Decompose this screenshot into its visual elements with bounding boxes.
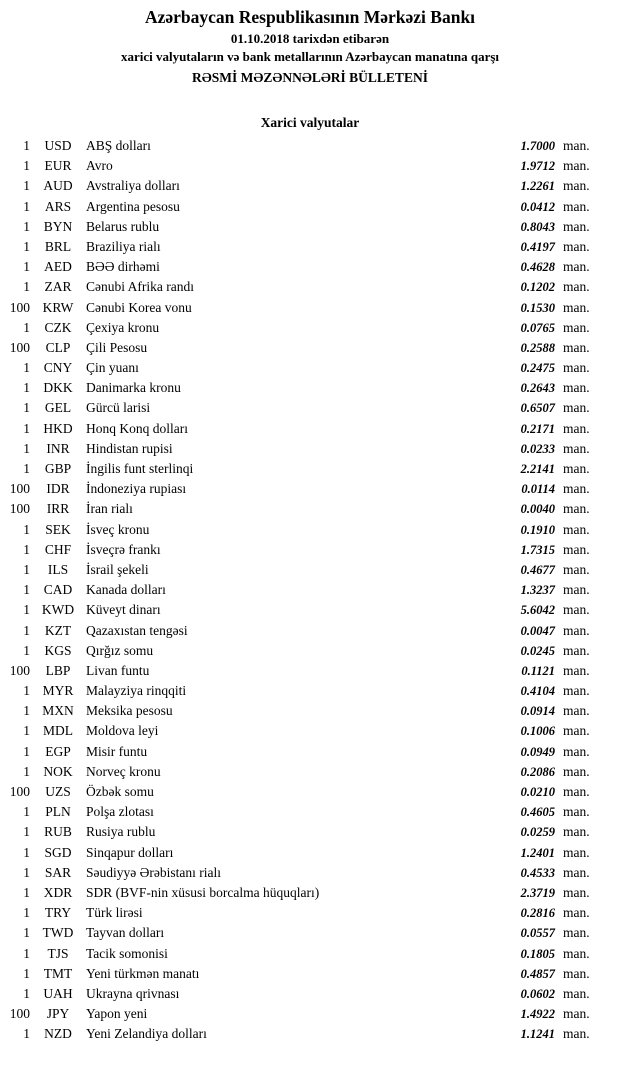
quantity: 1 xyxy=(23,1026,30,1042)
currency-code: MYR xyxy=(42,683,74,699)
page-title: Azərbaycan Respublikasının Mərkəzi Bankı xyxy=(144,7,476,27)
unit-label: man. xyxy=(563,925,590,941)
quantity: 100 xyxy=(9,1006,30,1022)
table-row xyxy=(0,560,620,580)
rate-value: 0.1805 xyxy=(520,946,555,961)
rate-value: 1.7315 xyxy=(520,542,555,557)
rate-value: 0.1121 xyxy=(521,663,555,678)
currency-code: XDR xyxy=(43,884,73,900)
currency-name: Meksika pesosu xyxy=(86,703,173,719)
table-row xyxy=(0,822,620,842)
section-title: Xarici valyutalar xyxy=(260,115,360,130)
table-row xyxy=(0,197,620,217)
currency-code: LBP xyxy=(45,662,71,678)
currency-name: Gürcü larisi xyxy=(86,400,151,416)
rate-value: 0.0412 xyxy=(520,199,555,214)
unit-label: man. xyxy=(563,400,590,416)
currency-code: GEL xyxy=(44,400,72,416)
unit-label: man. xyxy=(563,521,590,537)
currency-name: Belarus rublu xyxy=(86,218,160,234)
currency-code: TJS xyxy=(47,945,69,961)
table-row xyxy=(0,903,620,923)
currency-code: UZS xyxy=(45,784,71,799)
currency-name: Cənubi Korea vonu xyxy=(86,299,192,315)
table-row xyxy=(0,419,620,439)
table-row xyxy=(0,782,620,802)
quantity: 1 xyxy=(23,380,30,396)
currency-name: Avstraliya dolları xyxy=(86,178,180,194)
currency-name: Səudiyyə Ərəbistanı rialı xyxy=(86,864,221,880)
currency-code: MXN xyxy=(42,703,74,719)
currency-name: Ukrayna qrivnası xyxy=(86,985,180,1001)
currency-name: Yeni türkmən manatı xyxy=(86,965,200,981)
currency-code: TMT xyxy=(43,965,73,981)
unit-label: man. xyxy=(563,784,590,799)
quantity: 1 xyxy=(23,925,30,941)
unit-label: man. xyxy=(563,178,590,194)
table-row xyxy=(0,742,620,762)
table-row xyxy=(0,499,620,519)
rate-value: 2.3719 xyxy=(520,885,555,900)
currency-code: NZD xyxy=(44,1026,72,1042)
quantity: 1 xyxy=(23,945,30,961)
unit-label: man. xyxy=(563,198,590,214)
table-row xyxy=(0,984,620,1004)
currency-code: AED xyxy=(44,259,72,275)
unit-label: man. xyxy=(563,440,590,456)
currency-name: İsveçrə frankı xyxy=(86,541,161,557)
rate-value: 0.0557 xyxy=(520,926,555,941)
quantity: 100 xyxy=(9,501,30,517)
rate-value: 1.4922 xyxy=(520,1007,555,1022)
quantity: 1 xyxy=(23,824,30,840)
rate-value: 0.0233 xyxy=(520,441,555,456)
table-row xyxy=(0,318,620,338)
unit-label: man. xyxy=(563,743,590,759)
currency-name: Danimarka kronu xyxy=(86,380,181,396)
quantity: 1 xyxy=(23,238,30,254)
rate-value: 0.2588 xyxy=(520,340,555,355)
table-row xyxy=(0,257,620,277)
unit-label: man. xyxy=(563,844,590,860)
unit-label: man. xyxy=(563,864,590,880)
rate-value: 0.0259 xyxy=(520,825,555,840)
currency-name: Çexiya kronu xyxy=(86,319,160,335)
quantity: 1 xyxy=(23,360,30,376)
rate-value: 0.2816 xyxy=(520,906,555,921)
unit-label: man. xyxy=(563,985,590,1001)
quantity: 1 xyxy=(23,218,30,234)
table-row xyxy=(0,1024,620,1044)
currency-name: Türk lirəsi xyxy=(86,905,143,921)
currency-code: TWD xyxy=(42,925,74,941)
currency-name: Malayziya rinqqiti xyxy=(86,683,187,699)
unit-label: man. xyxy=(563,703,590,719)
unit-label: man. xyxy=(563,683,590,699)
bulletin-title: RƏSMİ MƏZƏNNƏLƏRİ BÜLLETENİ xyxy=(192,70,428,85)
rate-value: 0.0602 xyxy=(520,986,555,1001)
currency-name: Cənubi Afrika randı xyxy=(86,279,194,295)
table-row xyxy=(0,802,620,822)
table-row xyxy=(0,600,620,620)
currency-name: Küveyt dinarı xyxy=(86,602,161,618)
currency-code: IRR xyxy=(46,501,70,517)
currency-code: PLN xyxy=(45,804,71,820)
table-row xyxy=(0,641,620,661)
subtitle: xarici valyutaların və bank metallarının Azərbaycan manatına qarşı xyxy=(120,49,500,64)
unit-label: man. xyxy=(563,905,590,921)
unit-label: man. xyxy=(563,461,590,476)
currency-code: CLP xyxy=(45,339,71,355)
rate-value: 1.2401 xyxy=(520,845,555,860)
currency-code: SEK xyxy=(45,521,71,537)
currency-name: Qazaxıstan tengəsi xyxy=(86,622,188,638)
quantity: 100 xyxy=(9,662,30,678)
currency-name: Yapon yeni xyxy=(86,1006,148,1022)
table-row xyxy=(0,843,620,863)
currency-code: BYN xyxy=(43,218,73,234)
quantity: 1 xyxy=(23,178,30,194)
currency-name: Honq Konq dolları xyxy=(86,420,188,436)
quantity: 1 xyxy=(23,158,30,174)
currency-name: İsveç kronu xyxy=(86,521,150,537)
quantity: 1 xyxy=(23,319,30,335)
rate-value: 0.4857 xyxy=(520,966,555,981)
currency-name: İsrail şekeli xyxy=(86,561,149,577)
rate-value: 1.9712 xyxy=(520,159,555,174)
currency-name: BƏƏ dirhəmi xyxy=(86,259,160,275)
quantity: 1 xyxy=(23,844,30,860)
table-row xyxy=(0,701,620,721)
currency-name: Avro xyxy=(86,158,113,174)
unit-label: man. xyxy=(563,561,590,577)
quantity: 1 xyxy=(23,743,30,759)
unit-label: man. xyxy=(563,541,590,557)
currency-code: CHF xyxy=(44,541,72,557)
rate-value: 0.2086 xyxy=(520,764,555,779)
currency-name: SDR (BVF-nin xüsusi borcalma hüquqları) xyxy=(86,884,320,900)
rate-value: 0.4628 xyxy=(520,260,555,275)
currency-name: Norveç kronu xyxy=(86,763,161,779)
currency-code: EUR xyxy=(44,158,72,174)
unit-label: man. xyxy=(563,238,590,254)
rate-value: 1.3237 xyxy=(520,583,555,598)
table-row xyxy=(0,681,620,701)
unit-label: man. xyxy=(563,622,590,638)
rate-value: 1.2261 xyxy=(520,179,555,194)
currency-code: CZK xyxy=(44,319,72,335)
currency-name: Tayvan dolları xyxy=(86,925,165,941)
table-row xyxy=(0,621,620,641)
unit-label: man. xyxy=(563,1006,590,1022)
quantity: 1 xyxy=(23,864,30,880)
table-row xyxy=(0,661,620,681)
table-row xyxy=(0,923,620,943)
quantity: 1 xyxy=(23,642,30,658)
rate-value: 0.1530 xyxy=(520,300,555,315)
quantity: 1 xyxy=(23,723,30,739)
unit-label: man. xyxy=(563,1026,590,1042)
currency-name: İndoneziya rupiası xyxy=(86,481,187,497)
rate-value: 0.4605 xyxy=(520,805,555,820)
currency-code: MDL xyxy=(43,723,73,739)
currency-name: Livan funtu xyxy=(86,662,150,678)
table-row xyxy=(0,298,620,318)
table-row xyxy=(0,964,620,984)
quantity: 1 xyxy=(23,521,30,537)
rate-value: 1.7000 xyxy=(520,139,555,153)
table-row xyxy=(0,540,620,560)
table-row xyxy=(0,944,620,964)
currency-name: Braziliya rialı xyxy=(86,238,161,254)
quantity: 1 xyxy=(23,461,30,476)
currency-code: SAR xyxy=(44,864,72,880)
table-row xyxy=(0,217,620,237)
quantity: 1 xyxy=(23,602,30,618)
quantity: 1 xyxy=(23,400,30,416)
quantity: 1 xyxy=(23,440,30,456)
rate-value: 0.8043 xyxy=(520,219,555,234)
rate-value: 0.0914 xyxy=(520,704,555,719)
currency-code: CAD xyxy=(43,582,73,598)
table-row xyxy=(0,358,620,378)
table-row xyxy=(0,863,620,883)
unit-label: man. xyxy=(563,965,590,981)
table-row xyxy=(0,136,620,156)
currency-code: SGD xyxy=(44,844,72,860)
rate-value: 0.4677 xyxy=(520,562,555,577)
currency-code: JPY xyxy=(46,1006,70,1022)
currency-code: KRW xyxy=(42,299,74,315)
quantity: 1 xyxy=(23,965,30,981)
currency-name: Misir funtu xyxy=(86,743,148,759)
quantity: 1 xyxy=(23,198,30,214)
table-row xyxy=(0,883,620,903)
unit-label: man. xyxy=(563,501,590,517)
currency-name: İngilis funt sterlinqi xyxy=(86,461,194,476)
unit-label: man. xyxy=(563,420,590,436)
quantity: 1 xyxy=(23,561,30,577)
table-row xyxy=(0,439,620,459)
table-row xyxy=(0,398,620,418)
unit-label: man. xyxy=(563,138,590,153)
unit-label: man. xyxy=(563,158,590,174)
currency-name: Sinqapur dolları xyxy=(86,844,174,860)
table-row xyxy=(0,156,620,176)
rate-value: 0.0765 xyxy=(520,320,555,335)
table-row xyxy=(0,721,620,741)
quantity: 1 xyxy=(23,804,30,820)
quantity: 1 xyxy=(23,541,30,557)
currency-code: ARS xyxy=(44,198,72,214)
table-row xyxy=(0,459,620,479)
currency-name: Çili Pesosu xyxy=(86,339,148,355)
rate-value: 0.4197 xyxy=(520,239,555,254)
unit-label: man. xyxy=(563,642,590,658)
currency-name: Kanada dolları xyxy=(86,582,166,598)
rate-value: 0.4533 xyxy=(520,865,555,880)
quantity: 100 xyxy=(9,299,30,315)
table-row xyxy=(0,520,620,540)
quantity: 100 xyxy=(9,339,30,355)
unit-label: man. xyxy=(563,824,590,840)
rate-value: 0.0047 xyxy=(520,623,555,638)
currency-name: Qırğız somu xyxy=(86,642,154,658)
quantity: 1 xyxy=(23,905,30,921)
quantity: 1 xyxy=(23,138,30,153)
quantity: 1 xyxy=(23,884,30,900)
currency-code: DKK xyxy=(43,380,73,396)
currency-code: KZT xyxy=(44,622,72,638)
unit-label: man. xyxy=(563,884,590,900)
rate-value: 0.2171 xyxy=(520,421,555,436)
quantity: 1 xyxy=(23,582,30,598)
currency-code: AUD xyxy=(43,178,73,194)
currency-name: Moldova leyi xyxy=(86,723,159,739)
quantity: 100 xyxy=(9,481,30,497)
unit-label: man. xyxy=(563,763,590,779)
currency-name: Çin yuanı xyxy=(86,360,139,376)
currency-code: ILS xyxy=(47,561,69,577)
currency-name: Yeni Zelandiya dolları xyxy=(86,1026,207,1042)
table-row xyxy=(0,762,620,782)
rate-value: 0.0210 xyxy=(520,785,555,799)
table-row xyxy=(0,176,620,196)
rate-value: 0.4104 xyxy=(520,684,555,699)
currency-code: TRY xyxy=(44,905,72,921)
quantity: 1 xyxy=(23,763,30,779)
table-row xyxy=(0,580,620,600)
currency-code: IDR xyxy=(46,481,70,497)
table-row xyxy=(0,378,620,398)
table-row xyxy=(0,277,620,297)
rate-value: 0.0245 xyxy=(520,643,555,658)
rate-value: 0.0040 xyxy=(520,502,555,517)
table-row xyxy=(0,338,620,358)
unit-label: man. xyxy=(563,360,590,376)
unit-label: man. xyxy=(563,945,590,961)
currency-name: Polşa zlotası xyxy=(86,804,154,820)
quantity: 1 xyxy=(23,683,30,699)
rate-value: 0.6507 xyxy=(520,401,555,416)
currency-name: Hindistan rupisi xyxy=(86,440,173,456)
unit-label: man. xyxy=(563,279,590,295)
unit-label: man. xyxy=(563,299,590,315)
quantity: 1 xyxy=(23,279,30,295)
currency-code: USD xyxy=(44,138,72,153)
currency-code: HKD xyxy=(43,420,73,436)
quantity: 1 xyxy=(23,985,30,1001)
quantity: 1 xyxy=(23,420,30,436)
unit-label: man. xyxy=(563,380,590,396)
table-row xyxy=(0,1004,620,1024)
quantity: 100 xyxy=(9,784,30,799)
unit-label: man. xyxy=(563,481,590,497)
rate-value: 5.6042 xyxy=(520,603,555,618)
currency-code: INR xyxy=(46,440,70,456)
currency-code: ZAR xyxy=(44,279,72,295)
currency-code: GBP xyxy=(44,461,72,476)
currency-name: Tacik somonisi xyxy=(86,945,168,961)
unit-label: man. xyxy=(563,259,590,275)
currency-code: KWD xyxy=(41,602,75,618)
currency-name: ABŞ dolları xyxy=(86,138,151,153)
currency-name: Özbək somu xyxy=(86,784,154,799)
currency-code: UAH xyxy=(43,985,73,1001)
rate-value: 0.1006 xyxy=(520,724,555,739)
rate-value: 1.1241 xyxy=(520,1027,555,1042)
unit-label: man. xyxy=(563,662,590,678)
table-row xyxy=(0,237,620,257)
currency-code: BRL xyxy=(44,238,72,254)
currency-name: İran rialı xyxy=(86,501,133,517)
currency-name: Argentina pesosu xyxy=(86,198,180,214)
rate-value: 0.0114 xyxy=(521,482,555,497)
rate-value: 0.2643 xyxy=(520,381,555,396)
currency-code: KGS xyxy=(44,642,72,658)
unit-label: man. xyxy=(563,319,590,335)
quantity: 1 xyxy=(23,259,30,275)
table-row xyxy=(0,479,620,499)
unit-label: man. xyxy=(563,339,590,355)
date-line: 01.10.2018 tarixdən etibarən xyxy=(230,31,390,46)
currency-code: NOK xyxy=(43,763,73,779)
rate-value: 0.1910 xyxy=(520,522,555,537)
quantity: 1 xyxy=(23,703,30,719)
currency-code: EGP xyxy=(45,743,71,759)
currency-name: Rusiya rublu xyxy=(86,824,156,840)
unit-label: man. xyxy=(563,804,590,820)
currency-code: RUB xyxy=(44,824,72,840)
unit-label: man. xyxy=(563,602,590,618)
quantity: 1 xyxy=(23,622,30,638)
rate-value: 0.2475 xyxy=(520,361,555,376)
rate-value: 0.0949 xyxy=(520,744,555,759)
unit-label: man. xyxy=(563,723,590,739)
unit-label: man. xyxy=(563,582,590,598)
rates-table xyxy=(0,136,620,1044)
currency-code: CNY xyxy=(43,360,73,376)
bulletin-header xyxy=(0,6,620,87)
unit-label: man. xyxy=(563,218,590,234)
rate-value: 0.1202 xyxy=(520,280,555,295)
rate-value: 2.2141 xyxy=(520,462,555,476)
